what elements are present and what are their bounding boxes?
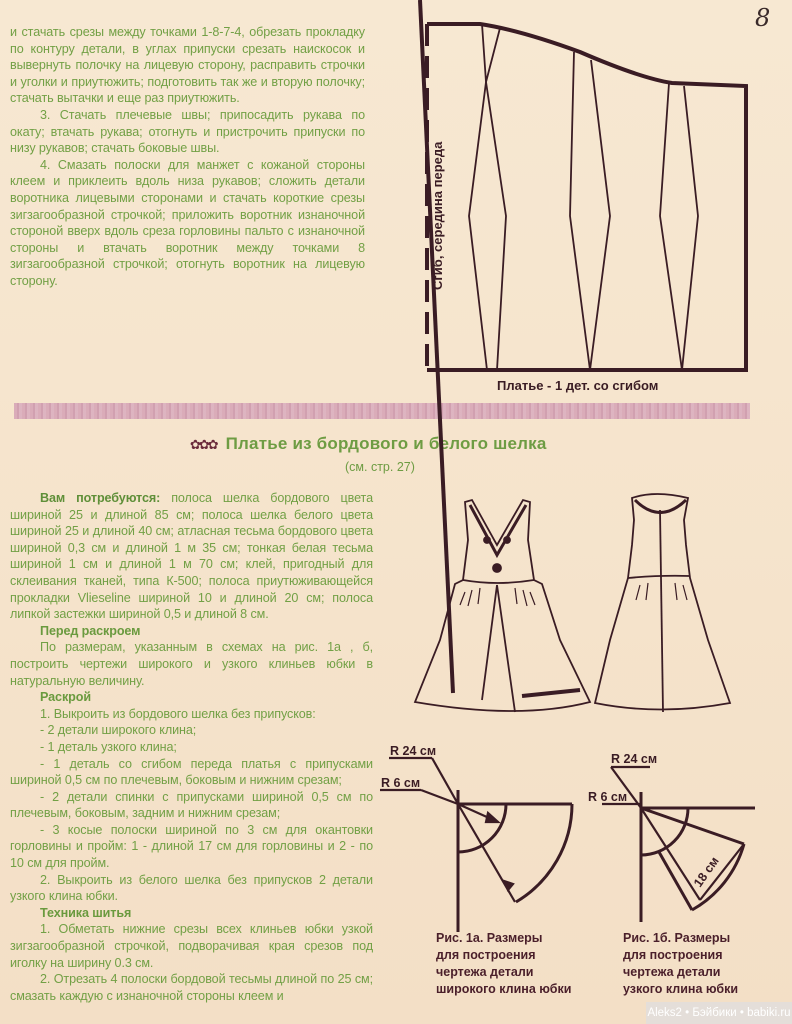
caption-line: Рис. 1б. Размеры [623,931,731,945]
before-cut-heading: Перед раскроем [40,623,141,638]
instruction-paragraph: и стачать срезы между точками 1-8-7-4, обрезать прокладку по контуру детали, в углах припуски срезать наискосок и вывернуть полочку на лицевую сторону, расправить строчки и уголки и приутюжить; подготовить так же и вторую полочку; стачать вытачки и еще раз приутюжить. [10,25,365,106]
cutting-item: - 1 деталь со сгибом переда платья с припусками шириной 0,5 см по плечевым, боковым и нижним срезам; [10,756,373,788]
cutting-item: - 1 деталь узкого клина; [40,739,177,754]
cutting-item: - 2 детали широкого клина; [40,723,197,738]
materials-text: полоса шелка бордового цвета шириной 25 и длиной 85 см; полоса шелка белого цвета шириной 25 и длиной 40 см; атласная тесьма бордового цвета шириной 0,3 см и длиной 1 м 35 см; тонкая белая тесьма шириной 1 см и длиной 1 м 70 см; клей, пригодный для склеивания тканей, типа К-500; полоса приутюживающейся прокладки Vlieseline шириной 10 и длиной 20 см; полоса липкой застежки шириной 0,5 и длиной 8 см. [10,491,373,622]
materials-label: Вам потребуются: [40,491,161,505]
fig1b-outer-radius: R 24 см [611,752,658,766]
figure-1a-caption [436,930,571,998]
cutting-item: 2. Выкроить из белого шелка без припусков 2 детали узкого клина юбки. [10,872,373,904]
cutting-heading: Раскрой [40,690,91,705]
fig1b-inner-radius: R 6 см [588,790,628,804]
pattern-caption: Платье - 1 дет. со сгибом [497,378,659,393]
cutting-item: - 2 детали спинки с припусками шириной 0,5 см по плечевым, боковым, задним и нижним срезам; [10,789,373,821]
figure-1b-caption [623,930,738,998]
instruction-paragraph: 4. Смазать полоски для манжет с кожаной стороны клеем и приклеить вдоль низа рукавов; сложить детали воротника лицевыми сторонами и стачать короткие срезы зигзагообразной строчкой; приложить воротник изнаночной стороной вверх вдоль среза горловины пальто с изнаночной стороны и втачать воротник между точками 8 зигзагообразной строчкой; отогнуть воротник на лицевую сторону. [10,157,365,288]
caption-line: Рис. 1а. Размеры [436,931,543,945]
sewing-heading: Техника шитья [40,905,132,920]
fig1a-outer-radius: R 24 см [390,744,437,758]
cutting-item: - 3 косые полоски шириной по 3 см для окантовки горловины и пройм: 1 - длиной 17 см для горловины и 2 - по 10 см для пройм. [10,822,373,871]
caption-line: чертежа детали [623,965,721,979]
caption-line: узкого клина юбки [623,982,739,996]
instruction-paragraph: 3. Стачать плечевые швы; припосадить рукава по окату; втачать рукава; отогнуть и пристрочить припуски по низу рукавов; стачать боковые швы. [10,107,365,156]
caption-line: для построения [436,948,536,962]
article-title-text: Платье из бордового и белого шелка [225,434,547,453]
flower-ornament-icon: ✿✿✿ [190,437,217,452]
fold-label: Сгиб, середина переда [430,141,445,290]
sewing-item: 1. Обметать нижние срезы всех клиньев юбки узкой зигзагообразной строчкой, подворачивая края срезов под иголку на ширину 0.3 см. [10,922,373,970]
before-cut-text: По размерам, указанным в схемах на рис. 1а , б, построить чертежи широкого и узкого клиньев юбки в натуральную величину. [10,640,373,688]
fig1b-dimension: 18 см [690,854,722,890]
fig1a-inner-radius: R 6 см [381,776,421,790]
page-number: 8 [755,4,771,32]
caption-line: широкого клина юбки [436,982,572,996]
caption-line: чертежа детали [436,965,534,979]
see-page-reference: (см. стр. 27) [345,460,415,474]
sewing-item: 2. Отрезать 4 полоски бордовой тесьмы длиной по 25 см; смазать каждую с изнаночной стороны клеем и [10,972,373,1003]
watermark: Aleks2 • Бэйбики • babiki.ru [646,1002,792,1024]
caption-line: для построения [623,948,723,962]
cutting-item: 1. Выкроить из бордового шелка без припусков: [40,706,316,721]
